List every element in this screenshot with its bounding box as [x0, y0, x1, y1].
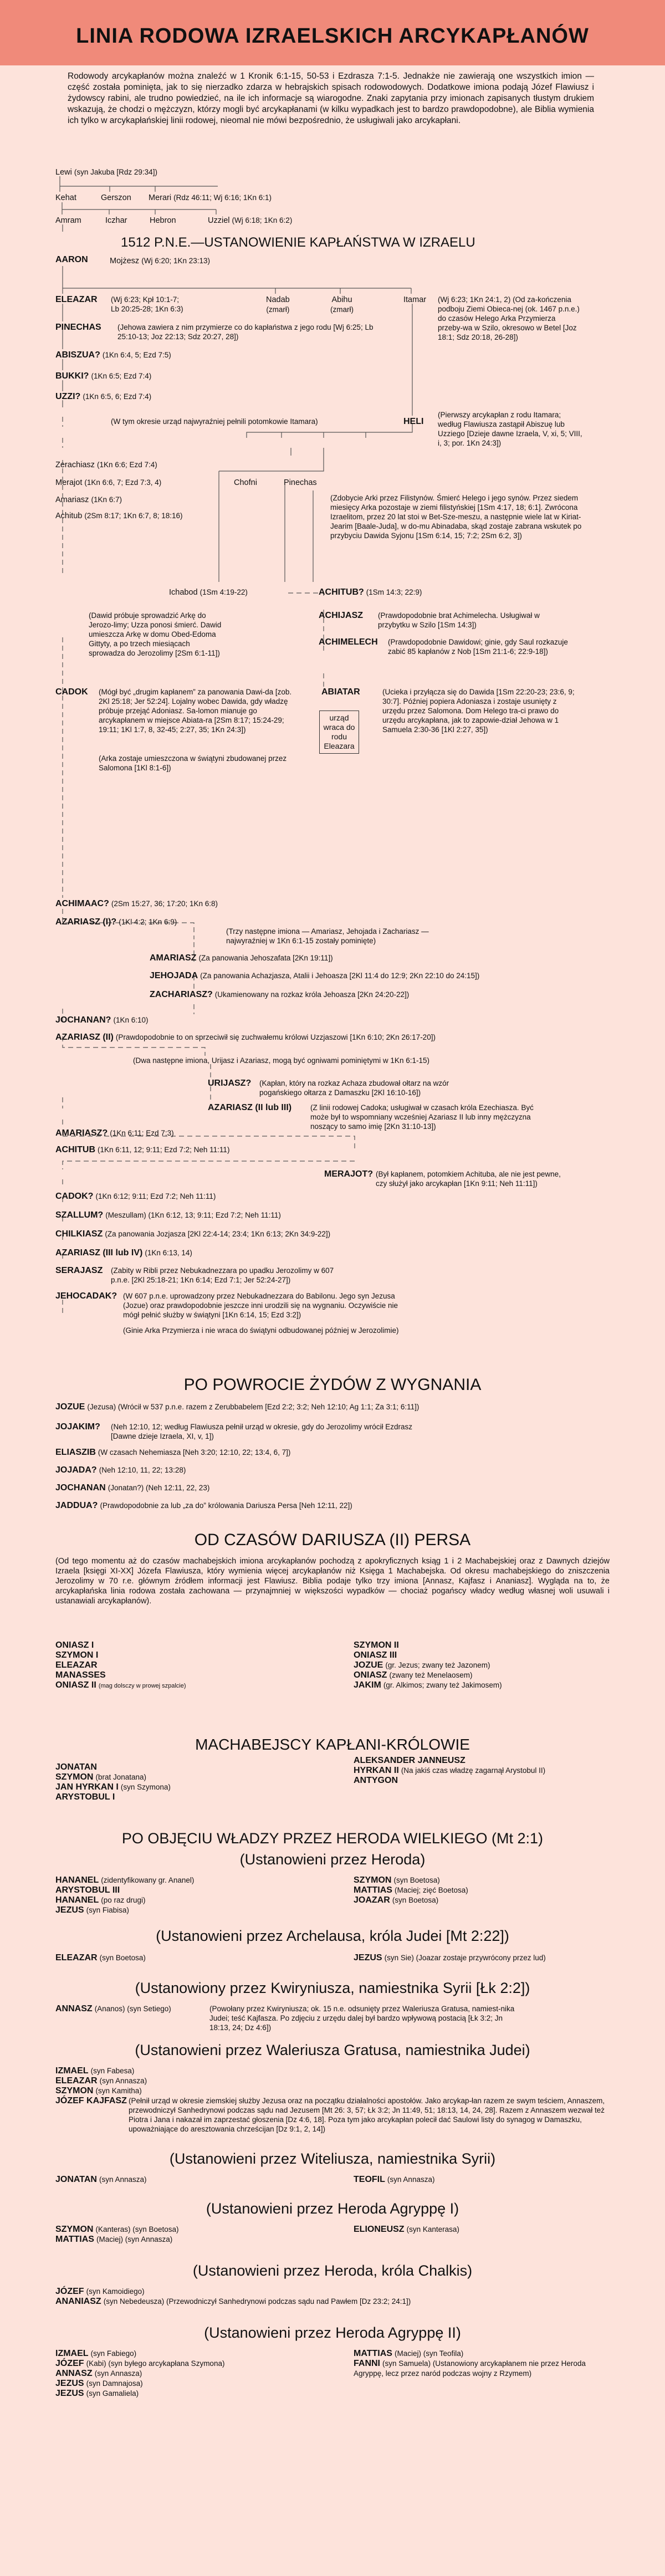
- herod-left-list: [55, 1875, 194, 1915]
- subheader-quirinius: (Ustanowiony przez Kwiryniusza, namiestnika Syrii [Łk 2:2]): [135, 1980, 530, 1996]
- name-azariasz-1: AZARIASZ (I)? (1Kl 4:2; 1Kn 6:9): [55, 917, 177, 927]
- chalkis-item: ANANIASZ (syn Nebedeusza) (Przewodniczył Sanhedrynowi podczas sądu nad Pawłem [Dz 23:2; 24:1]): [55, 2297, 411, 2306]
- persia-left-item: SZYMON I: [55, 1650, 99, 1660]
- name-jaddua: JADDUA? (Prawdopodobnie za lub „za do” królowania Dariusza Persa [Neh 12:11, 22]): [55, 1501, 352, 1510]
- persia-right-list: [354, 1640, 502, 1690]
- name-iczhar: Iczhar: [105, 216, 127, 225]
- persia-right-item: JAKIM (gr. Alkimos; zwany też Jakimosem): [354, 1680, 502, 1690]
- agrippa-2-right-list: [354, 2349, 586, 2379]
- herod-right-list: [354, 1875, 468, 1905]
- name-bukki: BUKKI? (1Kn 6:5; Ezd 7:4): [55, 371, 152, 381]
- cadok-note-2: (Arka zostaje umieszczona w świątyni zbudowanej przez Salomona [1Kl 8:1-6]): [99, 754, 287, 772]
- agrippa-1-list: [55, 2225, 179, 2245]
- persia-left-list: [55, 1640, 186, 1691]
- name-jojada: JOJADA? (Neh 12:10, 11, 22; 13:28): [55, 1465, 186, 1475]
- page-title: LINIA RODOWA IZRAELSKICH ARCYKAPŁANÓW: [76, 24, 589, 48]
- persia-right-item: SZYMON II: [354, 1640, 399, 1650]
- name-cadok: CADOK: [55, 687, 88, 697]
- agrippa-2-item: JEZUS (syn Damnajosa): [55, 2379, 143, 2388]
- agrippa-2-right-item: FANNI (syn Samuela) (Ustanowiony arcykapłanem nie przez Heroda Agryppę, lecz przez naród podczas wojny z Rzymem): [354, 2359, 586, 2378]
- name-itamar: Itamar: [403, 295, 427, 304]
- name-jojakim: JOJAKIM?: [55, 1422, 100, 1432]
- name-kehat: Kehat: [55, 193, 76, 202]
- herod-right-item: JOAZAR (syn Boetosa): [354, 1895, 439, 1905]
- hasmonean-right-item: ANTYGON: [354, 1776, 398, 1785]
- section-header-herod: PO OBJĘCIU WŁADZY PRZEZ HERODA WIELKIEGO (Mt 2:1): [121, 1830, 544, 1847]
- agrippa-1-item: SZYMON (Kanteras) (syn Boetosa): [55, 2225, 179, 2234]
- herod-right-item: MATTIAS (Maciej; zięć Boetosa): [354, 1885, 468, 1895]
- name-jozue: JOZUE (Jezusa) (Wrócił w 537 p.n.e. razem z Zerubbabelem [Ezd 2:2; 3:2; Neh 12:10; Ag 1:1; Za 3:1; 6:11]): [55, 1402, 420, 1412]
- urijasz-ref: (Kapłan, który na rozkaz Achaza zbudował ołtarz na wzór pogańskiego ołtarza z Damaszku [2Kl 16:10-16]): [259, 1079, 449, 1097]
- subheader-chalkis: (Ustanowieni przez Heroda, króla Chalkis): [192, 2262, 473, 2279]
- name-eleazar: ELEAZAR: [55, 295, 98, 304]
- name-jehojada: JEHOJADA (Za panowania Achazjasza, Atalii i Jehoasza [2Kl 11:4 do 12:9; 2Kn 22:10 do 24:15]): [150, 971, 480, 980]
- azariasz-1-note: (Trzy następne imiona — Amariasz, Jehojada i Zachariasz — najwyraźniej w 1Kn 6:1-15 zostały pominięte): [226, 927, 429, 945]
- herod-left-item: JEZUS (syn Fiabisa): [55, 1905, 129, 1915]
- name-pinechas-2: Pinechas: [284, 478, 317, 487]
- persia-paragraph: (Od tego momentu aż do czasów machabejskich imiona arcykapłanów pochodzą z apokryficznych ksiąg 1 i 2 Machabejskiej oraz z Dawnych dziejów Izraela [księgi XI-XX] Józefa Flawiusza, który wymienia więcej arcykapłanów niż Księga 1 Machabejska. Od okresu machabejskiego do zniszczenia Jerozolimy w 70 r.e. głównym źródłem informacji jest Flawiusz. Biblia podaje tylko trzy imiona [Annasz, Kajfasz i Ananiasz]. Wygląda na to, że arcykapłańska linia rodowa została zachowana — przynajmniej w większości wypadków — chociaż pogańscy władcy według własnej woli usuwali i ustanawiali arcykapłanów).: [55, 1557, 610, 1606]
- gratus-item: IZMAEL (syn Fabesa): [55, 2066, 135, 2076]
- name-amariasz-2: AMARIASZ (Za panowania Jehoszafata [2Kn 19:11]): [150, 953, 333, 963]
- persia-left-item: ONIASZ II (mag dolsczy w prowej szpalcie): [55, 1680, 186, 1690]
- itamar-note: (Wj 6:23; 1Kn 24:1, 2) (Od za-kończenia podboju Ziemi Obieca-nej (ok. 1467 p.n.e.) do czasów Helego Arka Przymierza przeby-wa w Szilo, okresowo w Betel [Joz 18:1; Sdz 20:18, 26-28]): [438, 295, 580, 341]
- hasmonean-left-item: SZYMON (brat Jonatana): [55, 1772, 147, 1782]
- chalkis-list: [55, 2287, 411, 2307]
- cadok-note: (Mógł być „drugim kapłanem” za panowania Dawi-da [zob. 2Kl 25:18; Jer 52:24]. Lojalny wobec Dawida, gdy władzę próbuje przejąć Adoniasz. Sa-lomon mianuje go arcykapłanem w miejsce Abiata-ra [2Sm 8:17; 15:24-29; 19:11; 1Kl 1:7, 8, 32-45; 2:27, 35; 1Kn 24:3]): [99, 688, 292, 734]
- herod-left-item: ARYSTOBUL III: [55, 1885, 120, 1895]
- name-azariasz-3: AZARIASZ (II lub III): [208, 1103, 292, 1112]
- name-azariasz-2: AZARIASZ (II) (Prawdopodobnie to on sprzeciwił się zuchwałemu królowi Uzzjaszowi [1Kn 6:10; 2Kn 26:17-20]): [55, 1033, 436, 1042]
- jehocadak-ref: (W 607 p.n.e. uprowadzony przez Nebukadnezzara do Babilonu. Jego syn Jezusa (Jozue) oraz prawdopodobnie jeszcze inni urodzili się na wygnaniu. Oczywiście nie mógł pełnić służby w świątyni [1Kn 6:14, 15; Ezd 3:2]): [123, 1292, 398, 1319]
- section-header-hasmonean: MACHABEJSCY KAPŁANI-KRÓLOWIE: [195, 1736, 470, 1753]
- subheader-agrippa-1: (Ustanowieni przez Heroda Agryppę I): [206, 2200, 459, 2217]
- hasmonean-right-item: ALEKSANDER JANNEUSZ: [354, 1756, 466, 1765]
- agrippa-2-item: JÓZEF (Kabi) (syn byłego arcykapłana Szymona): [55, 2359, 225, 2368]
- name-uzzi: UZZI? (1Kn 6:5, 6; Ezd 7:4): [55, 392, 152, 401]
- agrippa-2-left-list: [55, 2349, 224, 2399]
- eleazar-ref: (Wj 6:23; Kpł 10:1-7; Lb 20:25-28; 1Kn 6:3): [111, 295, 183, 313]
- name-amariasz-3: AMARIASZ? (1Kn 6:11; Ezd 7:3): [55, 1128, 174, 1138]
- persia-left-item: MANASSES: [55, 1670, 106, 1680]
- name-azariasz-4: AZARIASZ (III lub IV) (1Kn 6:13, 14): [55, 1248, 192, 1258]
- break-note: (W tym okresie urząd najwyraźniej pełnili potomkowie Itamara): [111, 417, 318, 426]
- name-szallum: SZALLUM? (Meszullam) (1Kn 6:12, 13; 9:11; Ezd 7:2; Neh 11:11): [55, 1210, 281, 1220]
- name-chofni: Chofni: [234, 478, 257, 487]
- persia-left-item: ELEAZAR: [55, 1660, 98, 1670]
- hasmonean-right-list: [354, 1756, 545, 1786]
- name-nadab: Nadab (zmarł): [266, 295, 290, 314]
- chalkis-item: JÓZEF (syn Kamoidiego): [55, 2287, 145, 2296]
- subheader-archelaus: (Ustanowieni przez Archelausa, króla Judei [Mt 2:22]): [156, 1928, 509, 1944]
- name-merajot: Merajot (1Kn 6:6, 7; Ezd 7:3, 4): [55, 478, 162, 487]
- filistine-note: (Zdobycie Arki przez Filistynów. Śmierć Helego i jego synów. Przez siedem miesięcy Arka pozostaje w ziemi filistyńskiej [1Sm 4:17, 18; 6:1]. Zwrócona Izraelitom, przez 20 lat stoi w Bet-Sze-meszu, a następnie wiele lat w Kiriat-Jearim [Baale-Juda], w do-mu Abinadaba, skąd zostaje zabrana wskutek po przybyciu Dawida Syjonu [1Sm 6:14, 15; 7:2; 2Sm 6:2, 3]): [330, 494, 582, 540]
- name-amram: Amram: [55, 216, 81, 225]
- name-pinechas: PINECHAS: [55, 323, 101, 332]
- name-aaron: AARON: [55, 255, 88, 264]
- jojakim-ref: (Neh 12:10, 12; według Flawiusza pełnił urząd w okresie, gdy do Jerozolimy wrócił Ezdrasz [Dawne dzieje Izraela, XI, v, 1]): [111, 1423, 412, 1440]
- merajot-2-ref: (Był kapłanem, potomkiem Achituba, ale nie jest pewne, czy służył jako arcykapłan [1Kn 9:11; Neh 11:11]): [376, 1170, 561, 1188]
- name-zachariasz: ZACHARIASZ? (Ukamienowany na rozkaz króla Jehoasza [2Kn 24:20-22]): [150, 990, 410, 999]
- pinechas-note: (Jehowa zawiera z nim przymierze co do kapłaństwa z jego rodu [Wj 6:25; Lb 25:10-13; Joz 22:13; Sdz 20:27, 28]): [117, 323, 374, 341]
- subheader-herod: (Ustanowieni przez Heroda): [239, 1851, 426, 1868]
- persia-left-item: ONIASZ I: [55, 1640, 94, 1650]
- name-eleazar-boetos: ELEAZAR (syn Boetosa): [55, 1953, 146, 1962]
- dwa-note: (Dwa następne imiona, Urijasz i Azariasz, mogą być ogniwami pominiętymi w 1Kn 6:1-15): [133, 1056, 429, 1065]
- ginie-note: (Ginie Arka Przymierza i nie wraca do świątyni odbudowanej później w Jerozolimie): [123, 1326, 399, 1335]
- name-jehocadak: JEHOCADAK?: [55, 1291, 117, 1301]
- name-achijasz: ACHIJASZ: [319, 611, 364, 620]
- dawid-note: (Dawid próbuje sprowadzić Arkę do Jerozo-limy; Uzza ponosi śmierć. Dawid umieszcza Arkę w domu Obed-Edoma Gittyty, a po trzech miesiącach sprowadza do Jerozolimy [2Sm 6:1-11]): [89, 611, 222, 657]
- achijasz-ref: (Prawdopodobnie brat Achimelecha. Usługiwał w przybytku w Szilo [1Sm 14:3]): [378, 611, 540, 629]
- name-abihu: Abihu (zmarł): [330, 295, 354, 314]
- agrippa-2-item: IZMAEL (syn Fabiego): [55, 2349, 137, 2358]
- name-elioneusz: ELIONEUSZ (syn Kanterasa): [354, 2225, 459, 2234]
- serajasz-ref: (Zabity w Ribli przez Nebukadnezzara po upadku Jerozolimy w 607 p.n.e. [2Kl 25:18-21; 1Kn 6:14; Ezd 7:1; Jer 52:24-27]): [111, 1266, 334, 1284]
- herod-right-item: SZYMON (syn Boetosa): [354, 1875, 440, 1885]
- name-teofil: TEOFIL (syn Annasza): [354, 2175, 435, 2184]
- gratus-item: SZYMON (syn Kamitha): [55, 2086, 142, 2095]
- subheader-agrippa-2: (Ustanowieni przez Heroda Agryppę II): [204, 2324, 461, 2341]
- name-achimelech: ACHIMELECH: [319, 637, 378, 647]
- section-header-persia: OD CZASÓW DARIUSZA (II) PERSA: [194, 1531, 471, 1549]
- name-jochanan-2: JOCHANAN (Jonatan?) (Neh 12:11, 22, 23): [55, 1483, 210, 1493]
- kajfasz-note: (Pełnił urząd w okresie ziemskiej służby Jezusa oraz na początku działalności apostołów. Jako arcykap-łan razem ze swym teściem, Annaszem, przewodniczył Sanhedrynowi podczas sądu nad Jezusem [Mt 26: 3, 57; Łk 3:2; Jn 11:49, 51; 18:13, 14, 24, 28]. Razem z Annaszem wezwał też Piotra i Jana i nakazał im zaprzestać głoszenia [Dz 4:6, 18]. Poza tym jako arcykapłan polecił dać Saulowi listy do synagog w Damaszku, upoważniające do aresztowania chrześcijan [Dz 9:1, 2, 14]): [129, 2097, 605, 2133]
- heli-note: (Pierwszy arcykapłan z rodu Itamara; według Flawiusza zastąpił Abiszuę lub Uzziego [Dzieje dawne Izraela, V, xi, 5; VIII, i, 3; por. 1Kn 24:3]): [438, 411, 582, 447]
- agrippa-2-right-item: MATTIAS (Maciej) (syn Teofila): [354, 2349, 464, 2358]
- name-merajot-2: MERAJOT?: [324, 1169, 373, 1179]
- name-ichabod: Ichabod (1Sm 4:19-22): [169, 588, 248, 597]
- name-hebron: Hebron: [150, 216, 176, 225]
- name-chilkiasz: CHILKIASZ (Za panowania Jozjasza [2Kl 22:4-14; 23:4; 1Kn 6:13; 2Kn 34:9-22]): [55, 1229, 331, 1239]
- name-annasz: ANNASZ (Ananos) (syn Setiego): [55, 2004, 171, 2013]
- herod-left-item: HANANEL (po raz drugi): [55, 1895, 146, 1905]
- section-header-return: PO POWROCIE ŻYDÓW Z WYGNANIA: [183, 1376, 482, 1394]
- agrippa-2-item: JEZUS (syn Gamaliela): [55, 2389, 139, 2398]
- persia-right-item: ONIASZ III: [354, 1650, 397, 1660]
- achimelech-ref: (Prawdopodobnie Dawidowi; ginie, gdy Saul rozkazuje zabić 85 kapłanów z Nob [1Sm 21:1-6; 22:9-18]): [388, 638, 568, 656]
- persia-right-item: JOZUE (gr. Jezus; zwany też Jazonem): [354, 1660, 490, 1670]
- gratus-item: JÓZEF KAJFASZ: [55, 2096, 127, 2105]
- name-mojzesz: Mojżesz (Wj 6:20; 1Kn 23:13): [110, 257, 211, 265]
- name-amariasz-1: Amariasz (1Kn 6:7): [55, 495, 122, 504]
- name-zerachiasz: Zerachiasz (1Kn 6:6; Ezd 7:4): [55, 461, 157, 469]
- name-jezus-sie: JEZUS (syn Sie) (Joazar zostaje przywrócony przez lud): [354, 1953, 546, 1962]
- name-achitub-1: Achitub (2Sm 8:17; 1Kn 6:7, 8; 18:16): [55, 512, 183, 520]
- abiatar-note: (Ucieka i przyłącza się do Dawida [1Sm 22:20-23; 23:6, 9; 30:7]. Później popiera Adoniasza i zostaje usunięty z urzędu przez Salomona. Dom Helego tra-ci prawo do urzędu arcykapłana, jak to zapowie-dział Jehowa w 1 Samuela 2:30-36 [1Kl 2:27, 35]): [382, 688, 575, 734]
- name-achitub-3: ACHITUB (1Kn 6:11, 12; 9:11; Ezd 7:2; Neh 11:11): [55, 1145, 230, 1154]
- name-achimaac: ACHIMAAC? (2Sm 15:27, 36; 17:20; 1Kn 6:8): [55, 899, 218, 908]
- name-eliaszib: ELIASZIB (W czasach Nehemiasza [Neh 3:20; 12:10, 22; 13:4, 6, 7]): [55, 1448, 291, 1457]
- agrippa-2-item: ANNASZ (syn Annasza): [55, 2369, 142, 2378]
- annasz-note: (Powołany przez Kwiryniusza; ok. 15 n.e. odsunięty przez Waleriusza Gratusa, namiest-nika Judei; teść Kajfasza. Po zdjęciu z urzędu dalej był bardzo wpływową postacią [Łk 3:2; Jn 18:13, 24; Dz 4:6]): [209, 2005, 515, 2032]
- name-levi: Lewi (syn Jakuba [Rdz 29:34]): [55, 168, 157, 177]
- herod-left-item: HANANEL (zidentyfikowany gr. Ananel): [55, 1875, 195, 1885]
- name-cadok-2: CADOK? (1Kn 6:12; 9:11; Ezd 7:2; Neh 11:11): [55, 1192, 216, 1201]
- subheader-vitellius: (Ustanowieni przez Witeliusza, namiestnika Syrii): [169, 2150, 496, 2167]
- subheader-gratus: (Ustanowieni przez Waleriusza Gratusa, namiestnika Judei): [135, 2042, 530, 2058]
- name-achitub-2: ACHITUB? (1Sm 14:3; 22:9): [319, 587, 422, 597]
- hasmonean-left-list: [55, 1762, 171, 1802]
- name-jonatan: JONATAN (syn Annasza): [55, 2175, 147, 2184]
- agrippa-1-item: MATTIAS (Maciej) (syn Annasza): [55, 2235, 173, 2244]
- hasmonean-left-item: JAN HYRKAN I (syn Szymona): [55, 1782, 171, 1792]
- name-heli: HELI: [403, 417, 424, 426]
- hasmonean-left-item: ARYSTOBUL I: [55, 1792, 115, 1802]
- urzad-box: urząd wraca do rodu Eleazara: [319, 711, 359, 754]
- name-uzziel: Uzziel (Wj 6:18; 1Kn 6:2): [208, 216, 293, 225]
- gratus-item: ELEAZAR (syn Annasza): [55, 2076, 147, 2086]
- name-urijasz: URIJASZ?: [208, 1079, 252, 1088]
- name-serajasz: SERAJASZ: [55, 1266, 103, 1275]
- intro-paragraph: Rodowody arcykapłanów można znaleźć w 1 Kronik 6:1-15, 50-53 i Ezdrasza 7:1-5. Jednakże nie zawierają one wszystkich imion — część została pominięta, jak to się nierzadko zdarza w hebrajskich spisach rodowodowych. Dodatkowe imiona podają Józef Flawiusz i żydowscy rabini, ale trudno powiedzieć, na ile ich informacje są wiarogodne. Znaki zapytania przy imionach zapisanych tłustym drukiem wskazują, że chodzi o mężczyzn, którzy mogli być arcykapłanami (w kilku wypadkach jest to bardzo prawdopodobne), ale Biblia wymienia ich tylko w arcykapłańskiej linii rodowej, nieomal nie mówi bezpośrednio, że usługiwali jako arcykapłani.: [68, 71, 594, 125]
- name-abiszua: ABISZUA? (1Kn 6:4, 5; Ezd 7:5): [55, 350, 171, 360]
- name-merari: Merari (Rdz 46:11; Wj 6:16; 1Kn 6:1): [149, 193, 272, 202]
- azariasz-3-ref: (Z linii rodowej Cadoka; usługiwał w czasach króla Ezechiasza. Być może był to wspomniany wcześniej Azariasz II lub inny mężczyzna noszący to samo imię [2Kn 31:10-13]): [310, 1103, 534, 1131]
- name-jochanan: JOCHANAN? (1Kn 6:10): [55, 1015, 149, 1025]
- hasmonean-right-item: HYRKAN II (Na jakiś czas władzę zagarnął Arystobul II): [354, 1766, 546, 1775]
- name-abiatar: ABIATAR: [321, 687, 360, 697]
- persia-right-item: ONIASZ (zwany też Menelaosem): [354, 1670, 473, 1680]
- section-header-1512: 1512 P.N.E.—USTANOWIENIE KAPŁAŃSTWA W IZRAELU: [121, 235, 475, 250]
- hasmonean-left-item: JONATAN: [55, 1762, 97, 1772]
- name-gerszon: Gerszon: [101, 193, 131, 202]
